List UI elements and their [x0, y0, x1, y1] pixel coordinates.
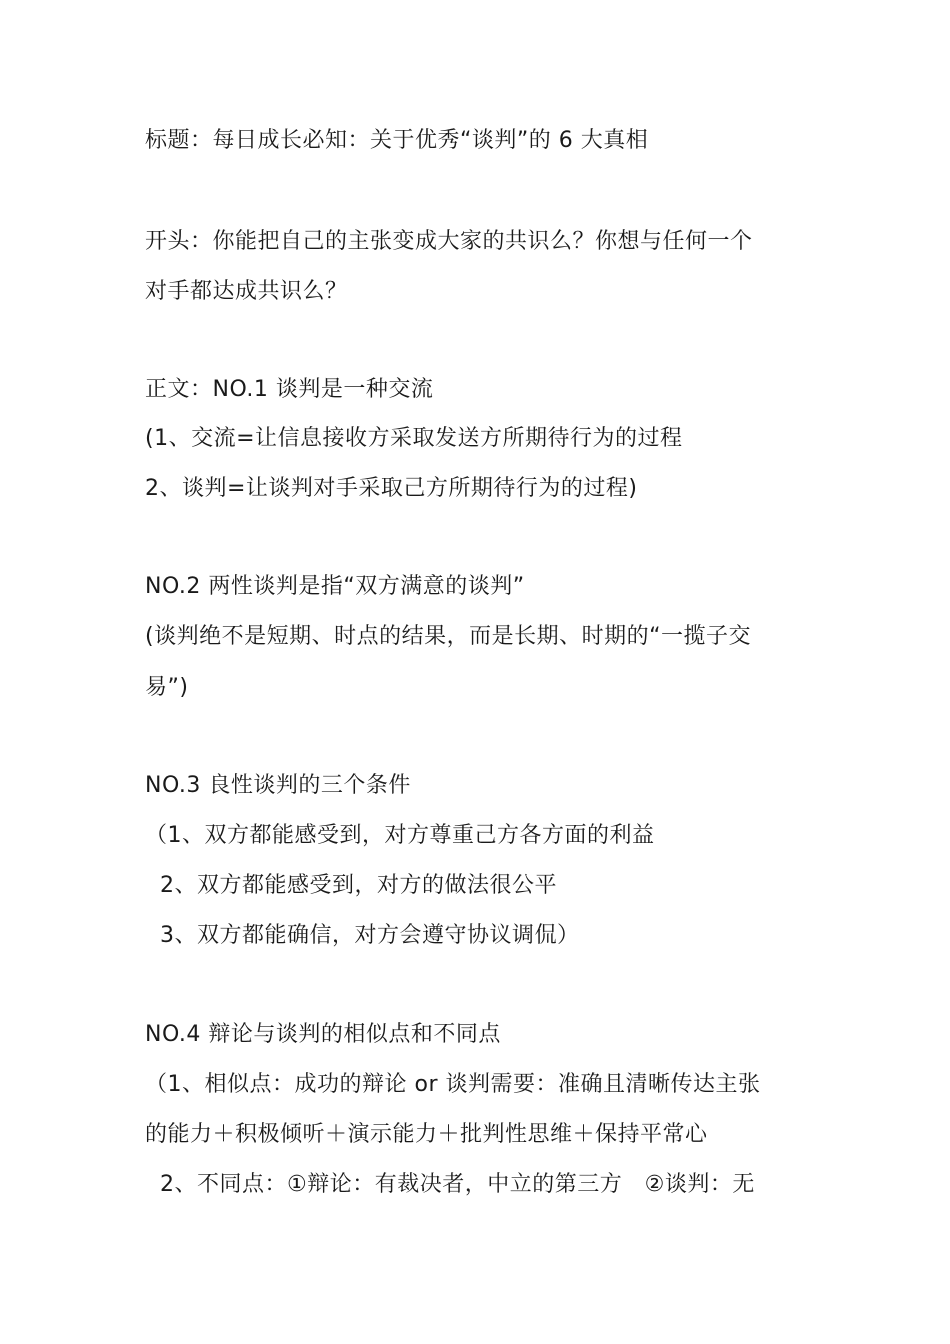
section2-line-2: 易”)	[145, 675, 189, 700]
section3-line-1: （1、双方都能感受到，对方尊重己方各方面的利益	[145, 823, 655, 848]
intro-line-2: 对手都达成共识么？	[145, 279, 348, 304]
intro-line-1: 开头：你能把自己的主张变成大家的共识么？你想与任何一个	[145, 229, 753, 254]
section4-line-3: 2、不同点：①辩论：有裁决者，中立的第三方 ②谈判：无	[145, 1172, 755, 1197]
section2-line-1: (谈判绝不是短期、时点的结果，而是长期、时期的“一揽子交	[145, 624, 751, 649]
section1-line-1: (1、交流=让信息接收方采取发送方所期待行为的过程	[145, 426, 683, 451]
section4-heading: NO.4 辩论与谈判的相似点和不同点	[145, 1022, 501, 1047]
section4-line-2: 的能力＋积极倾听＋演示能力＋批判性思维＋保持平常心	[145, 1122, 708, 1147]
section3-heading: NO.3 良性谈判的三个条件	[145, 773, 411, 798]
title-line: 标题：每日成长必知：关于优秀“谈判”的 6 大真相	[145, 128, 649, 153]
section3-line-3: 3、双方都能确信，对方会遵守协议调侃）	[145, 923, 580, 948]
section3-line-2: 2、双方都能感受到，对方的做法很公平	[145, 873, 557, 898]
section4-line-1: （1、相似点：成功的辩论 or 谈判需要：准确且清晰传达主张	[145, 1072, 761, 1097]
section2-heading: NO.2 两性谈判是指“双方满意的谈判”	[145, 574, 525, 599]
section1-line-2: 2、谈判=让谈判对手采取己方所期待行为的过程)	[145, 476, 638, 501]
section1-heading: 正文：NO.1 谈判是一种交流	[145, 377, 434, 402]
